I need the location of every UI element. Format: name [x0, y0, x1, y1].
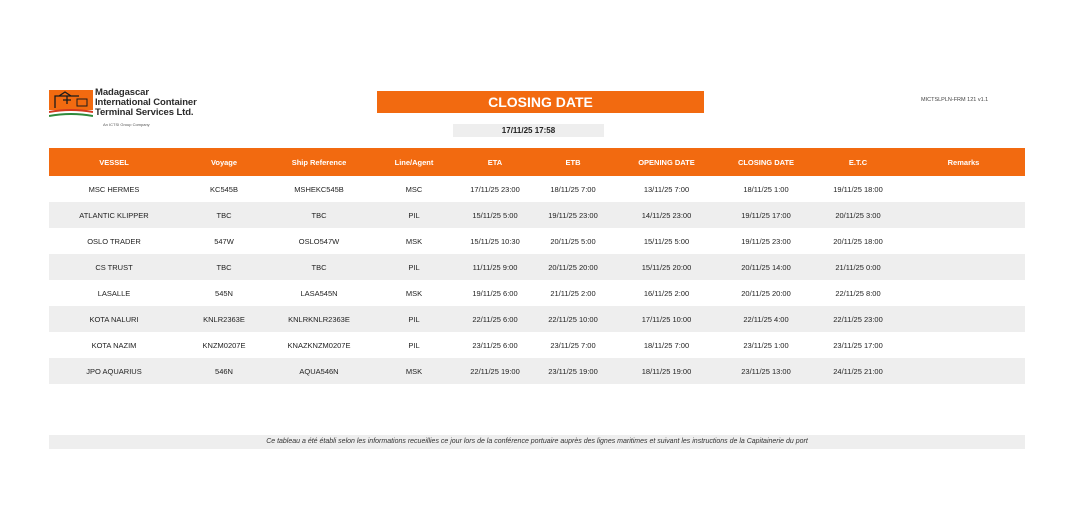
cell-line-agent: PIL: [369, 202, 459, 228]
table-row: [49, 358, 1025, 384]
column-header-voyage: Voyage: [179, 148, 269, 176]
cell-vessel: CS TRUST: [49, 254, 179, 280]
cell-eta: 17/11/25 23:00: [459, 176, 531, 202]
column-header-closing-date: CLOSING DATE: [718, 148, 814, 176]
column-header-eta: ETA: [459, 148, 531, 176]
cell-eta: 22/11/25 19:00: [459, 358, 531, 384]
table-row: [49, 306, 1025, 332]
cell-closing-date: 20/11/25 14:00: [718, 254, 814, 280]
cell-eta: 15/11/25 10:30: [459, 228, 531, 254]
cell-remarks: [902, 332, 1025, 358]
cell-eta: 19/11/25 6:00: [459, 280, 531, 306]
cell-vessel: JPO AQUARIUS: [49, 358, 179, 384]
cell-remarks: [902, 280, 1025, 306]
cell-closing-date: 19/11/25 17:00: [718, 202, 814, 228]
cell-voyage: KC545B: [179, 176, 269, 202]
table-row: [49, 176, 1025, 202]
report-date: 17/11/25 17:58: [453, 124, 604, 137]
cell-closing-date: 23/11/25 13:00: [718, 358, 814, 384]
cell-eta: 22/11/25 6:00: [459, 306, 531, 332]
cell-eta: 23/11/25 6:00: [459, 332, 531, 358]
column-header-etc: E.T.C: [814, 148, 902, 176]
cell-remarks: [902, 176, 1025, 202]
cell-etb: 22/11/25 10:00: [531, 306, 615, 332]
cell-eta: 15/11/25 5:00: [459, 202, 531, 228]
column-header-remarks: Remarks: [902, 148, 1025, 176]
cell-voyage: 547W: [179, 228, 269, 254]
cell-ship-reference: KNAZKNZM0207E: [269, 332, 369, 358]
company-name-line-3: Terminal Services Ltd.: [95, 107, 194, 118]
cell-closing-date: 19/11/25 23:00: [718, 228, 814, 254]
cell-voyage: TBC: [179, 202, 269, 228]
table-row: [49, 202, 1025, 228]
company-name-line-2: International Container: [95, 97, 197, 108]
company-name-line-1: Madagascar: [95, 87, 149, 98]
cell-vessel: KOTA NAZIM: [49, 332, 179, 358]
cell-etc: 19/11/25 18:00: [814, 176, 902, 202]
cell-closing-date: 20/11/25 20:00: [718, 280, 814, 306]
cell-etb: 20/11/25 20:00: [531, 254, 615, 280]
cell-etb: 21/11/25 2:00: [531, 280, 615, 306]
cell-etc: 24/11/25 21:00: [814, 358, 902, 384]
cell-line-agent: MSK: [369, 228, 459, 254]
cell-ship-reference: TBC: [269, 202, 369, 228]
company-logo: [49, 88, 219, 132]
cell-line-agent: MSC: [369, 176, 459, 202]
cell-opening-date: 14/11/25 23:00: [615, 202, 718, 228]
cell-remarks: [902, 202, 1025, 228]
column-header-vessel: VESSEL: [49, 148, 179, 176]
cell-opening-date: 17/11/25 10:00: [615, 306, 718, 332]
cell-ship-reference: LASA545N: [269, 280, 369, 306]
cell-ship-reference: AQUA546N: [269, 358, 369, 384]
cell-etb: 20/11/25 5:00: [531, 228, 615, 254]
footer-note: Ce tableau a été établi selon les informations recueillies ce jour lors de la conférence portuaire auprès des lignes maritimes et suivant les instructions de la Capitainerie du port: [49, 435, 1025, 449]
cell-line-agent: PIL: [369, 306, 459, 332]
column-header-opening-date: OPENING DATE: [615, 148, 718, 176]
cell-etb: 18/11/25 7:00: [531, 176, 615, 202]
cell-etc: 23/11/25 17:00: [814, 332, 902, 358]
table-row: [49, 228, 1025, 254]
vessel-schedule-table: [49, 148, 1025, 384]
cell-etc: 20/11/25 3:00: [814, 202, 902, 228]
cell-vessel: KOTA NALURI: [49, 306, 179, 332]
cell-closing-date: 23/11/25 1:00: [718, 332, 814, 358]
page-title: CLOSING DATE: [377, 91, 704, 113]
cell-remarks: [902, 358, 1025, 384]
cell-opening-date: 15/11/25 5:00: [615, 228, 718, 254]
table-header-row: [49, 148, 1025, 176]
cell-voyage: TBC: [179, 254, 269, 280]
cell-line-agent: PIL: [369, 254, 459, 280]
cell-ship-reference: KNLRKNLR2363E: [269, 306, 369, 332]
column-header-ship-reference: Ship Reference: [269, 148, 369, 176]
company-tagline: An ICTSI Group Company: [103, 122, 150, 127]
table-row: [49, 332, 1025, 358]
cell-opening-date: 18/11/25 7:00: [615, 332, 718, 358]
cell-etb: 23/11/25 19:00: [531, 358, 615, 384]
cell-remarks: [902, 306, 1025, 332]
cell-etc: 22/11/25 23:00: [814, 306, 902, 332]
cell-remarks: [902, 254, 1025, 280]
cell-vessel: OSLO TRADER: [49, 228, 179, 254]
column-header-etb: ETB: [531, 148, 615, 176]
company-name: [95, 88, 197, 118]
cell-ship-reference: TBC: [269, 254, 369, 280]
cell-remarks: [902, 228, 1025, 254]
cell-etc: 21/11/25 0:00: [814, 254, 902, 280]
cell-vessel: ATLANTIC KLIPPER: [49, 202, 179, 228]
form-reference: MICTSLPLN-FRM 121 v1.1: [921, 97, 989, 103]
cell-voyage: 546N: [179, 358, 269, 384]
cell-etc: 20/11/25 18:00: [814, 228, 902, 254]
cell-opening-date: 18/11/25 19:00: [615, 358, 718, 384]
cell-voyage: KNZM0207E: [179, 332, 269, 358]
cell-etb: 23/11/25 7:00: [531, 332, 615, 358]
cell-line-agent: MSK: [369, 358, 459, 384]
table-row: [49, 280, 1025, 306]
cell-closing-date: 18/11/25 1:00: [718, 176, 814, 202]
cell-etc: 22/11/25 8:00: [814, 280, 902, 306]
cell-line-agent: MSK: [369, 280, 459, 306]
cell-ship-reference: OSLO547W: [269, 228, 369, 254]
cell-ship-reference: MSHEKC545B: [269, 176, 369, 202]
table-row: [49, 254, 1025, 280]
crane-logo-icon: [49, 90, 93, 120]
cell-voyage: KNLR2363E: [179, 306, 269, 332]
cell-vessel: MSC HERMES: [49, 176, 179, 202]
cell-opening-date: 16/11/25 2:00: [615, 280, 718, 306]
cell-closing-date: 22/11/25 4:00: [718, 306, 814, 332]
cell-etb: 19/11/25 23:00: [531, 202, 615, 228]
cell-line-agent: PIL: [369, 332, 459, 358]
cell-eta: 11/11/25 9:00: [459, 254, 531, 280]
cell-voyage: 545N: [179, 280, 269, 306]
cell-opening-date: 15/11/25 20:00: [615, 254, 718, 280]
column-header-line-agent: Line/Agent: [369, 148, 459, 176]
cell-vessel: LASALLE: [49, 280, 179, 306]
cell-opening-date: 13/11/25 7:00: [615, 176, 718, 202]
